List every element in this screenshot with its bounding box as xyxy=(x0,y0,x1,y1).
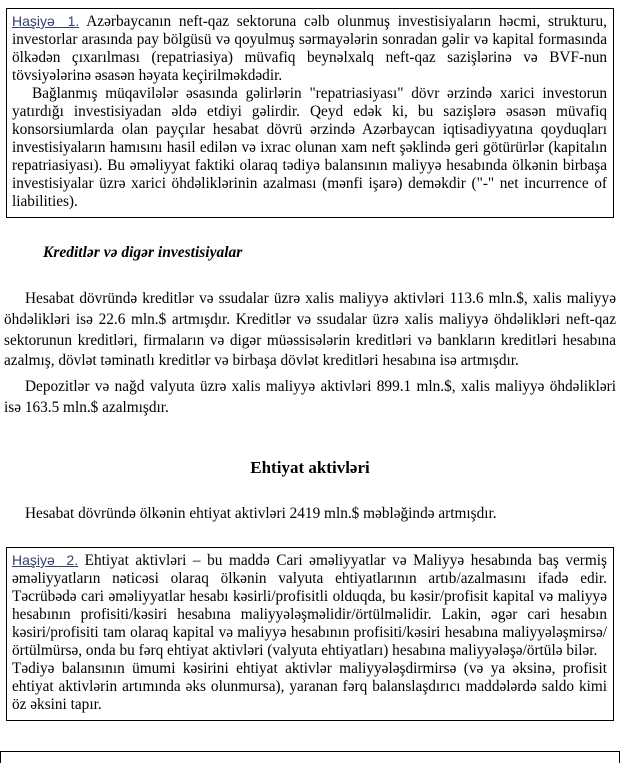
note-box-2-label: Haşiyə 2. xyxy=(12,552,79,568)
credits-paragraph-2: Depozitlər və nağd valyuta üzrə xalis maliyyə aktivləri 899.1 mln.$, xalis maliyyə öhdəlikləri isə 163.5 mln.$ azalmışdır. xyxy=(4,378,616,416)
credits-paragraph-1: Hesabat dövründə kreditlər və ssudalar üzrə xalis maliyyə aktivləri 113.6 mln.$, xalis maliyyə öhdəlikləri isə 22.6 mln.$ artmışdır. Kreditlər və ssudalar üzrə xalis maliyyə öhdəlikləri neft-qaz sektorunun kreditləri, firmaların və digər müəssisələrin kreditləri və bankların kreditləri hesabına azalmış, dövlət təminatlı kreditlər və birbaşa dövlət kreditləri hesabına isə artmışdır. xyxy=(4,290,616,370)
reserves-paragraph: Hesabat dövründə ölkənin ehtiyat aktivləri 2419 mln.$ məbləğində artmışdır. xyxy=(25,505,497,522)
note-box-1-paragraph-1-text: Azərbaycanın neft-qaz sektoruna cəlb olunmuş investisiyaların həcmi, strukturu, investorlar arasında pay bölgüsü və qoyulmuş sərmayələrin sonradan gəlir və kapital formasında ölkədən çıxarılması (repatriasiya) müvafiq beynəlxalq neft-qaz sazişlərinə və BVF-nun tövsiyələrinə əsasən həyata keçirilməkdədir. xyxy=(12,13,608,84)
note-box-1-paragraph-2: Bağlanmış müqavilələr əsasında gəlirlərin "repatriasiyası" dövr ərzində xarici investorun yatırdığı investisiyadan əldə etdiyi gəlirdir. Qeyd edək ki, bu sazişlərə əsasən müvafiq konsorsiumlarda olan payçılar hesabat dövrü ərzində Azərbaycan iqtisadiyyatına qoyduqları investisiyaların hamısını hasil edilən və ixrac olunan xam neft şəklində geri götürürlər (kapitalın repatriasiyası). Bu əməliyyat faktiki olaraq tədiyə balansının maliyyə hesabında ölkənin birbaşa investisiyalar üzrə xarici öhdəliklərinin azalması (mənfi işarə) deməkdir ("-" net incurrence of liabilities). xyxy=(12,85,607,210)
note-box-2-paragraph-2: Tədiyə balansının ümumi kəsirini ehtiyat aktivlər maliyyələşdirmirsə (və ya əksinə, profisit ehtiyat aktivlərin artımında əks olunmursa), yaranan fərq balanslaşdırıcı maddələrdə saldo kimi öz əksini tapır. xyxy=(12,660,607,713)
note-box-2 xyxy=(6,547,614,721)
note-box-2-paragraph-1-text: Ehtiyat aktivləri – bu maddə Cari əməliyyatlar və Maliyyə hesabında baş vermiş əməliyyatların nəticəsi olaraq ölkənin valyuta ehtiyatlarının artıb/azalmasını ifadə edir. Təcrübədə cari əməliyyatlar hesabı kəsirli/profisitli olduqda, bu kəsir/profisit kapital və maliyyə hesabının profisiti/kəsiri hesabına maliyyələşməlidir/örtülməlidir. Lakin, əgər cari hesabın kəsiri/profisiti tam olaraq kapital və maliyyə hesabının profisiti/kəsiri hesabına maliyyələşmirsə/örtülmürsə, onda bu fərq ehtiyat aktivləri (valyuta ehtiyatları) hesabına maliyyələşə/örtülə bilər. xyxy=(12,552,607,659)
reserves-section-heading: Ehtiyat aktivləri xyxy=(250,458,370,477)
note-box-1-paragraph-1 xyxy=(12,12,607,85)
note-box-1-label: Haşiyə 1. xyxy=(12,13,80,29)
note-box-3-partial-top-border xyxy=(0,751,620,763)
credits-section-body xyxy=(4,289,616,419)
note-box-1 xyxy=(6,8,614,218)
credits-section-heading: Kreditlər və digər investisiyalar xyxy=(43,244,243,261)
note-box-2-paragraph-1 xyxy=(12,551,607,660)
